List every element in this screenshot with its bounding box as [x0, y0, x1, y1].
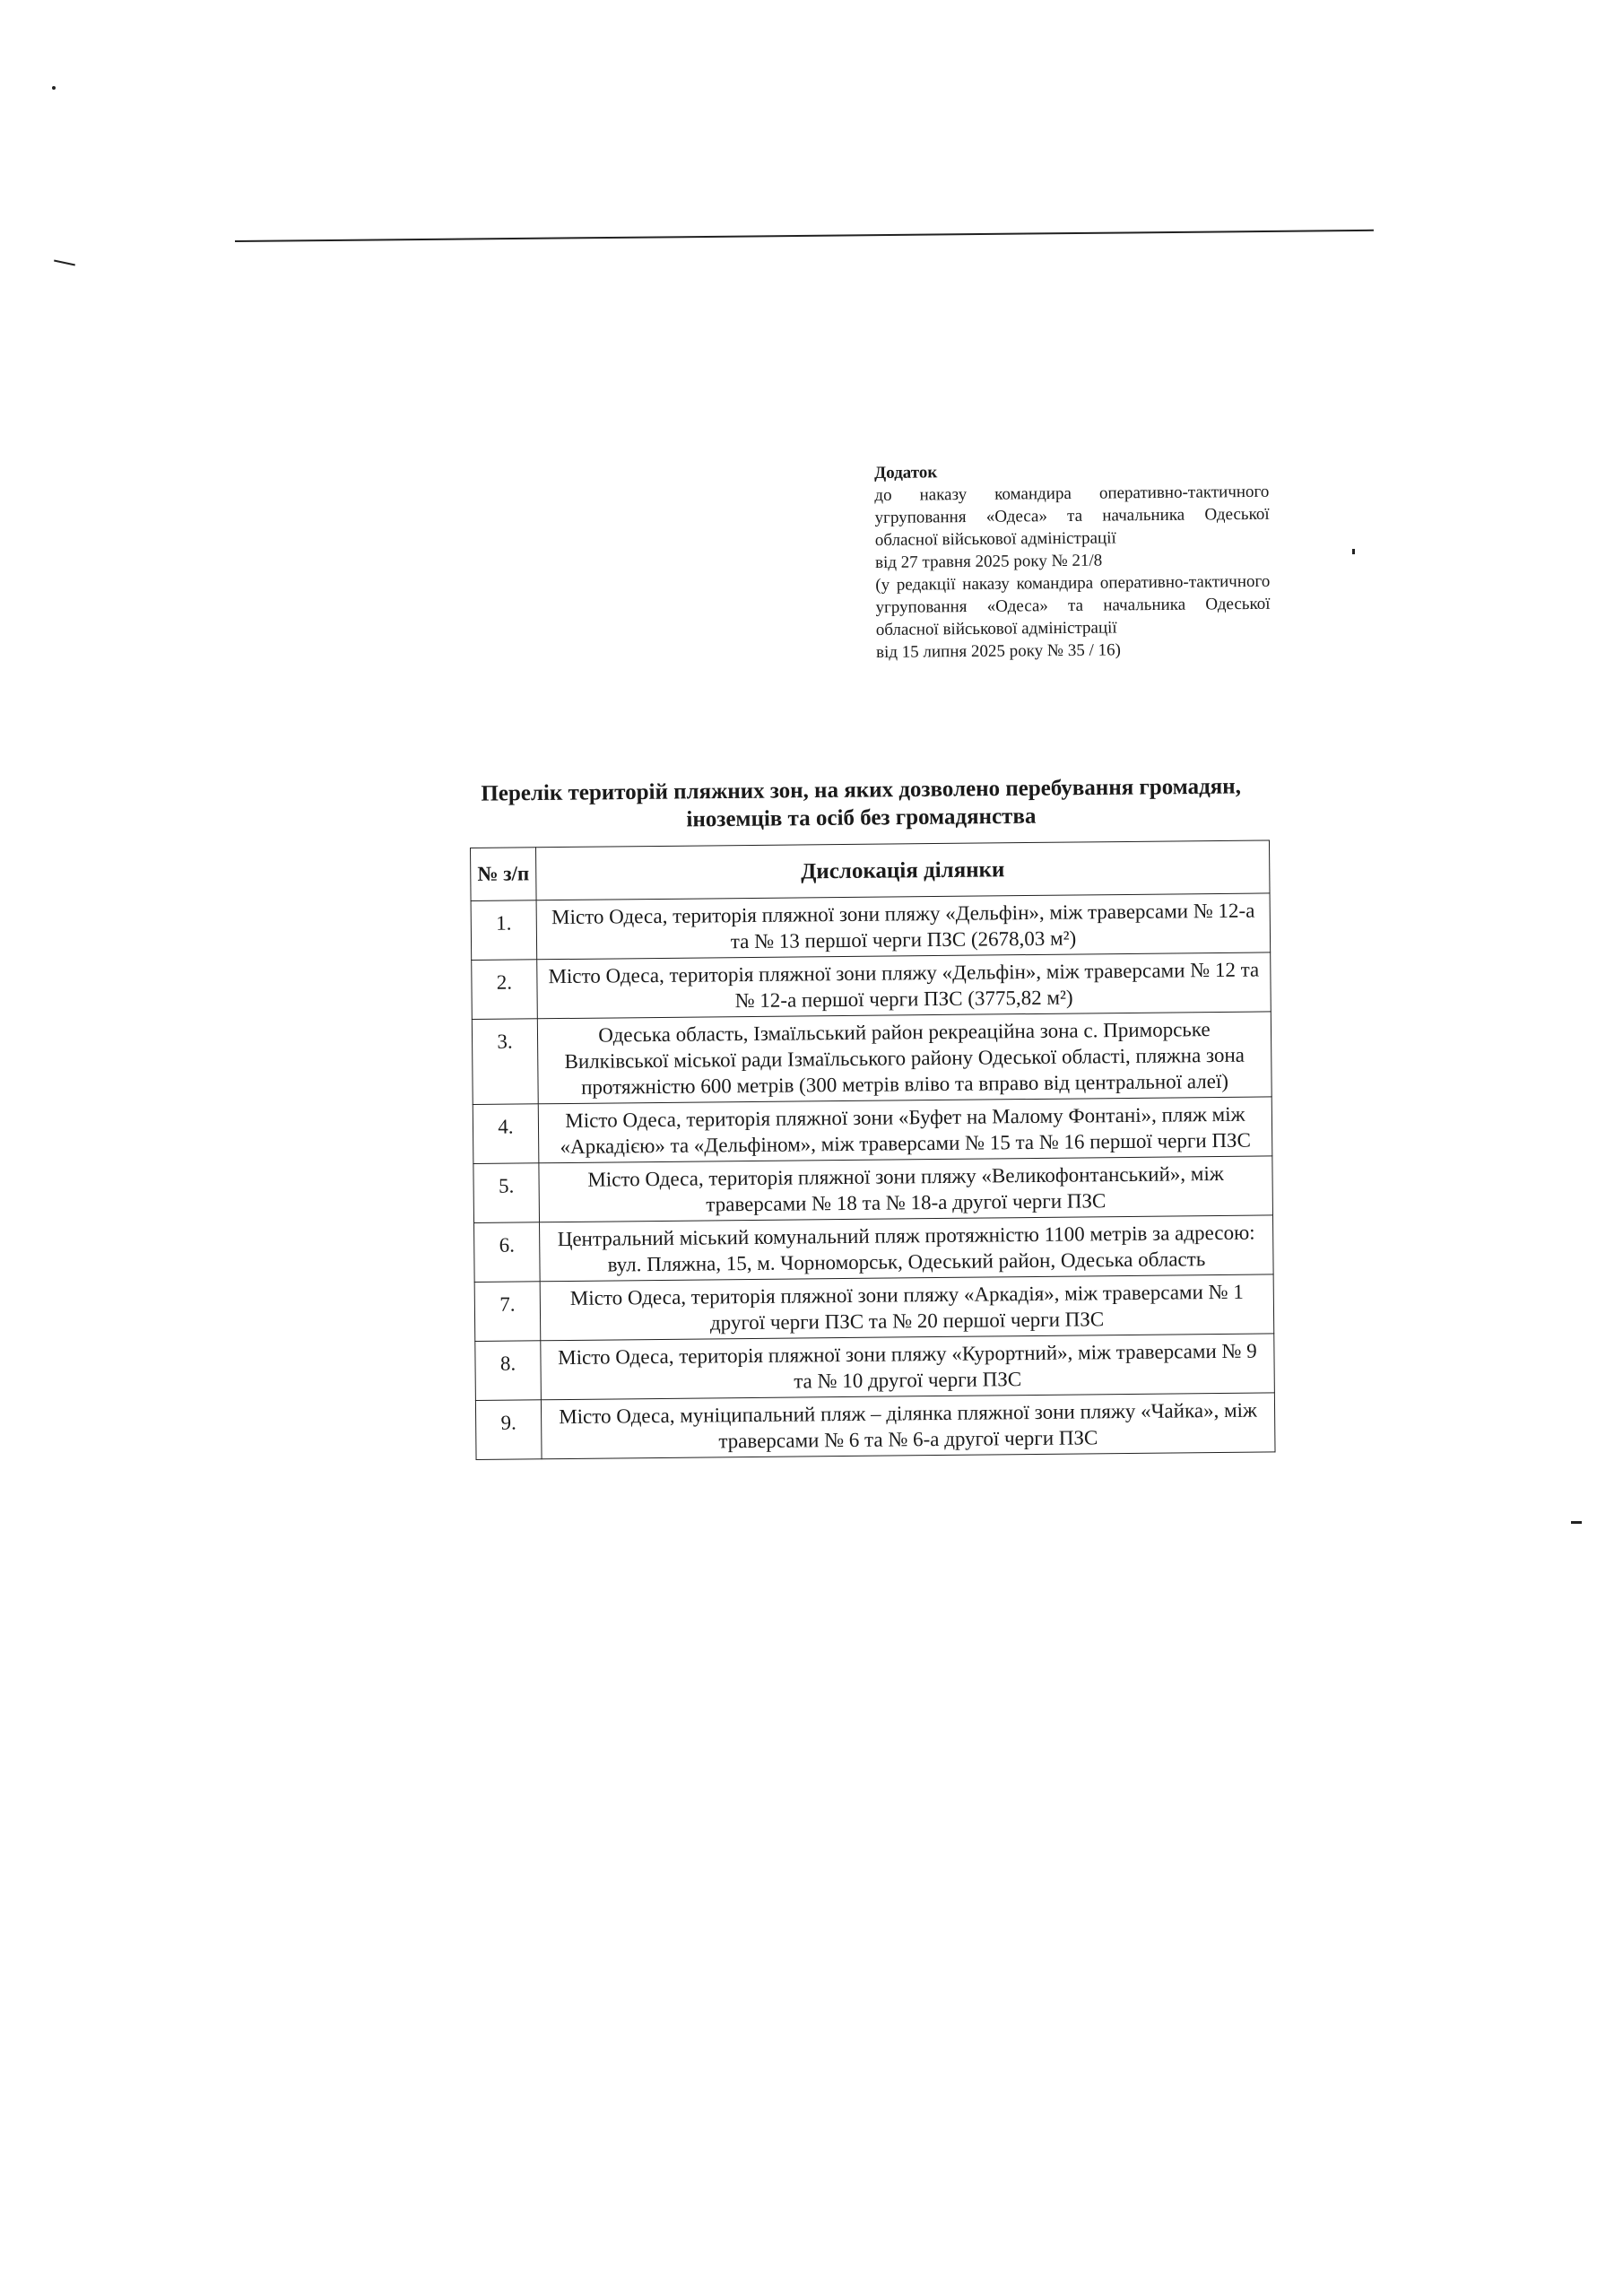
- row-number: 2.: [472, 960, 538, 1020]
- header-rule: [235, 230, 1374, 242]
- row-number: 1.: [471, 900, 537, 961]
- beach-zones-table: [470, 839, 1276, 1460]
- row-number: 3.: [472, 1019, 538, 1105]
- row-location: Місто Одеса, територія пляжної зони пляжу «Аркадія», між траверсами № 1 другої черги ПЗС та № 20 першої черги ПЗС: [540, 1274, 1274, 1341]
- table-row: [475, 1393, 1275, 1460]
- scan-speck: [52, 86, 56, 90]
- scan-speck: [54, 260, 75, 266]
- table-row: [472, 952, 1271, 1020]
- appendix-line: від 15 липня 2025 року № 35 / 16): [875, 640, 1121, 662]
- row-location: Місто Одеса, муніципальний пляж – ділянка пляжної зони пляжу «Чайка», між траверсами № 6 та № 6-а другої черги ПЗС: [541, 1393, 1275, 1459]
- table-row: [473, 1097, 1272, 1164]
- table-row: [471, 893, 1271, 961]
- appendix-block: [874, 458, 1271, 664]
- title-line-1: Перелік територій пляжних зон, на яких дозволено перебування громадян,: [481, 774, 1242, 806]
- scan-speck: [1352, 549, 1355, 554]
- row-location: Центральний міський комунальний пляж протяжністю 1100 метрів за адресою: вул. Пляжна, 15, м. Чорноморськ, Одеський район, Одеська область: [540, 1215, 1274, 1282]
- row-location: Місто Одеса, територія пляжної зони пляжу «Дельфін», між траверсами № 12 та № 12-а першої черги ПЗС (3775,82 м²): [537, 952, 1271, 1019]
- row-number: 8.: [475, 1341, 542, 1401]
- appendix-line: до наказу командира оперативно-тактичного угруповання «Одеса» та начальника Одеської обласної військової адміністрації: [874, 482, 1270, 550]
- table-row: [475, 1334, 1275, 1401]
- row-location: Місто Одеса, територія пляжної зони «Буфет на Малому Фонтані», пляж між «Аркадією» та «Дельфіном», між траверсами № 15 та № 16 першої черги ПЗС: [538, 1097, 1272, 1163]
- appendix-line: від 27 травня 2025 року № 21/8: [874, 551, 1103, 572]
- row-number: 9.: [475, 1400, 542, 1460]
- row-location: Місто Одеса, територія пляжної зони пляжу «Дельфін», між траверсами № 12-а та № 13 першої черги ПЗС (2678,03 м²): [536, 893, 1271, 960]
- header-number: № з/п: [471, 848, 537, 901]
- title-line-2: іноземців та осіб без громадянства: [686, 804, 1037, 832]
- table-row: [474, 1215, 1274, 1283]
- scan-speck: [1571, 1521, 1582, 1524]
- row-location: Одеська область, Ізмаїльський район рекреаційна зона с. Приморське Вилківської міської ради Ізмаїльського району Одеської області, пляжна зона протяжністю 600 метрів (300 метрів вліво та вправо від центральної алеї): [537, 1012, 1271, 1104]
- table-header-row: [471, 840, 1271, 901]
- row-number: 7.: [474, 1282, 541, 1342]
- header-location: Дислокація ділянки: [536, 840, 1271, 900]
- document-title: [444, 772, 1279, 836]
- row-number: 5.: [473, 1163, 540, 1223]
- appendix-line: (у редакції наказу командира оперативно-тактичного угруповання «Одеса» та начальника Одеської обласної військової адміністрації: [875, 571, 1271, 639]
- row-location: Місто Одеса, територія пляжної зони пляжу «Курортний», між траверсами № 9 та № 10 другої черги ПЗС: [541, 1334, 1275, 1400]
- table-row: [474, 1274, 1274, 1342]
- appendix-heading: Додаток: [874, 463, 938, 483]
- table-row: [472, 1012, 1271, 1105]
- row-number: 6.: [474, 1222, 541, 1283]
- table-row: [473, 1156, 1273, 1223]
- row-number: 4.: [473, 1104, 539, 1164]
- row-location: Місто Одеса, територія пляжної зони пляжу «Великофонтанський», між траверсами № 18 та № 18-а другої черги ПЗС: [539, 1156, 1273, 1222]
